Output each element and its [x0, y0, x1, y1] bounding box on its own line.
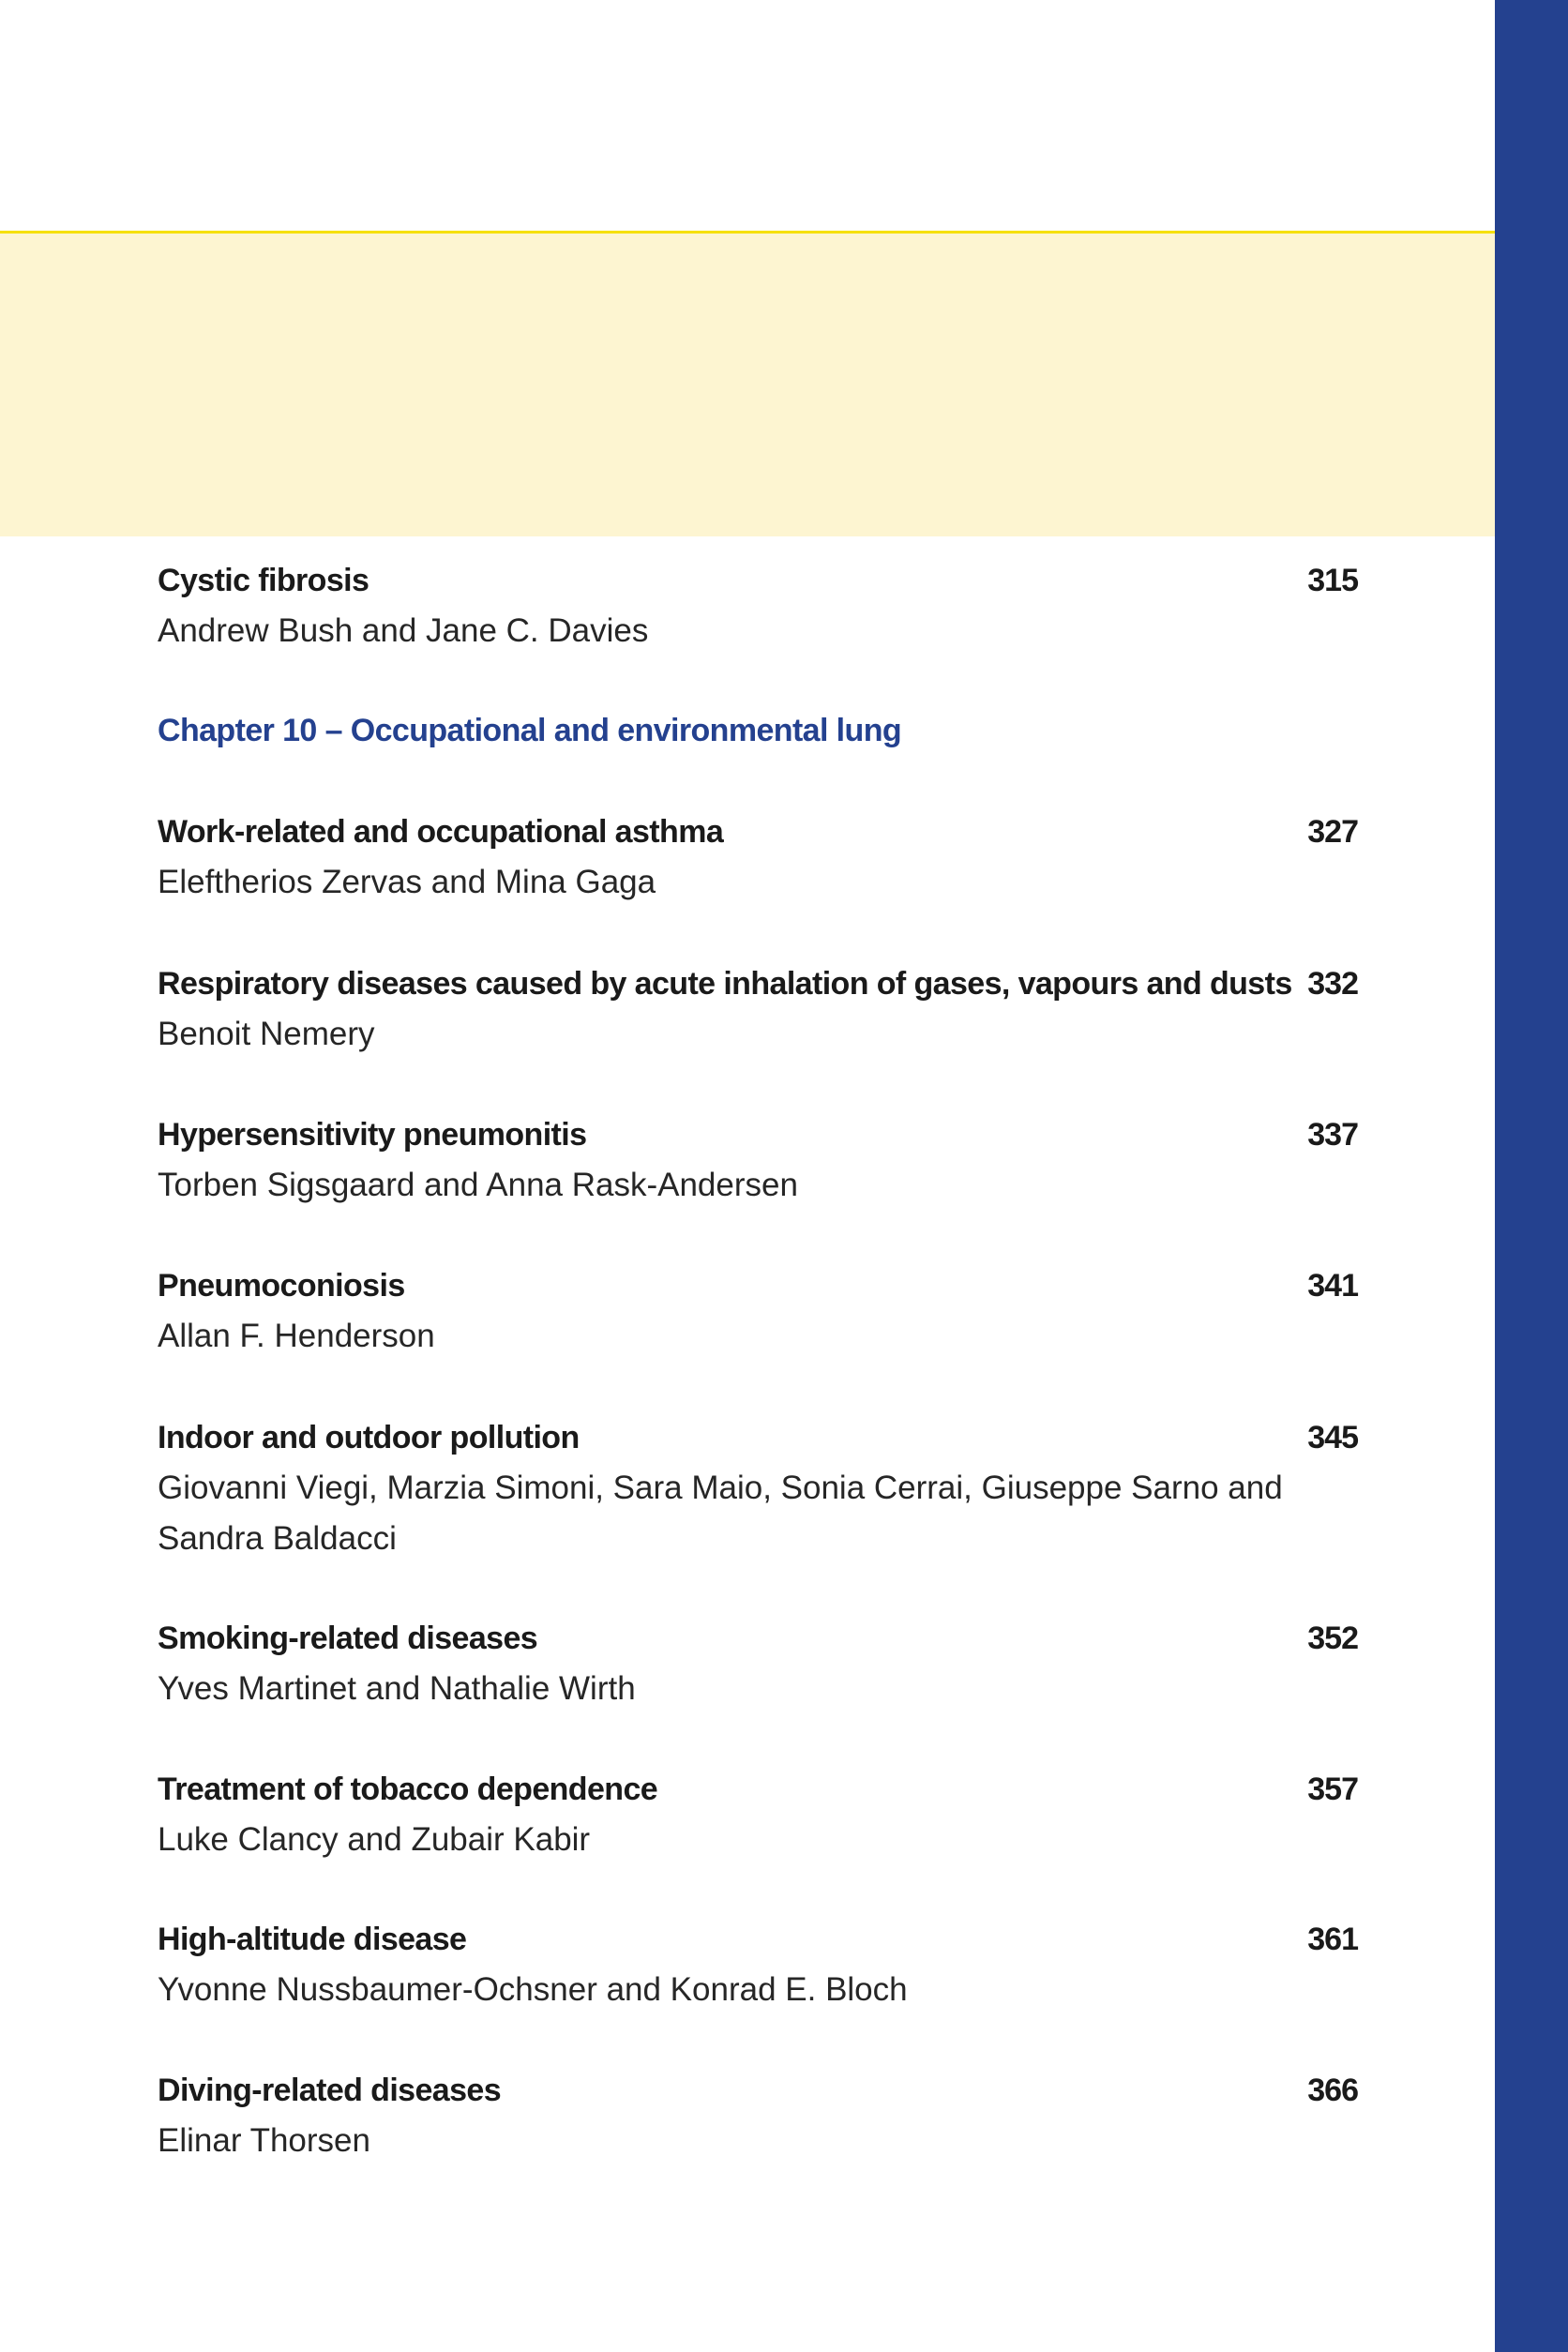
entry-page-number: 315	[1307, 563, 1358, 598]
entry-page-number: 341	[1307, 1268, 1358, 1304]
toc-entry[interactable]	[158, 958, 1358, 1060]
toc-entry[interactable]	[158, 555, 1358, 656]
entry-page-number: 361	[1307, 1922, 1358, 1957]
entry-title: High-altitude disease	[158, 1922, 467, 1957]
entry-authors: Yvonne Nussbaumer-Ochsner and Konrad E. Bloch	[158, 1971, 908, 2008]
entry-title: Treatment of tobacco dependence	[158, 1772, 658, 1807]
side-color-bar	[1495, 0, 1568, 2352]
chapter-heading: Chapter 10 – Occupational and environmental lung	[158, 713, 902, 748]
entry-title: Diving-related diseases	[158, 2073, 502, 2108]
toc-entry[interactable]	[158, 1412, 1358, 1564]
entry-page-number: 366	[1307, 2073, 1358, 2108]
toc-entry[interactable]	[158, 1764, 1358, 1865]
toc-entry[interactable]	[158, 1260, 1358, 1362]
toc-entry[interactable]	[158, 1613, 1358, 1714]
entry-page-number: 332	[1307, 966, 1358, 1002]
header-band	[0, 231, 1495, 536]
entry-page-number: 337	[1307, 1117, 1358, 1153]
entry-title: Work-related and occupational asthma	[158, 814, 724, 850]
toc-entry[interactable]	[158, 807, 1358, 908]
entry-page-number: 345	[1307, 1420, 1358, 1455]
entry-title: Pneumoconiosis	[158, 1268, 405, 1304]
entry-title: Hypersensitivity pneumonitis	[158, 1117, 587, 1153]
toc-entry[interactable]	[158, 1109, 1358, 1211]
entry-title: Smoking-related diseases	[158, 1621, 538, 1656]
entry-page-number: 352	[1307, 1621, 1358, 1656]
entry-authors: Benoit Nemery	[158, 1016, 375, 1052]
entry-authors: Elinar Thorsen	[158, 2122, 370, 2159]
entry-authors: Luke Clancy and Zubair Kabir	[158, 1821, 591, 1858]
entry-page-number: 327	[1307, 814, 1358, 850]
entry-authors: Andrew Bush and Jane C. Davies	[158, 612, 649, 649]
entry-authors: Allan F. Henderson	[158, 1318, 435, 1354]
toc-entry[interactable]	[158, 2065, 1358, 2166]
entry-authors: Yves Martinet and Nathalie Wirth	[158, 1670, 636, 1707]
entry-page-number: 357	[1307, 1772, 1358, 1807]
entry-authors: Eleftherios Zervas and Mina Gaga	[158, 864, 656, 900]
toc-entry[interactable]	[158, 1914, 1358, 2015]
entry-title: Cystic fibrosis	[158, 563, 369, 598]
entry-authors: Torben Sigsgaard and Anna Rask-Andersen	[158, 1167, 798, 1203]
entry-authors: Giovanni Viegi, Marzia Simoni, Sara Maio, Sonia Cerrai, Giuseppe Sarno and Sandra Baldacci	[158, 1470, 1283, 1557]
entry-title: Indoor and outdoor pollution	[158, 1420, 580, 1455]
entry-title: Respiratory diseases caused by acute inhalation of gases, vapours and dusts	[158, 966, 1292, 1002]
